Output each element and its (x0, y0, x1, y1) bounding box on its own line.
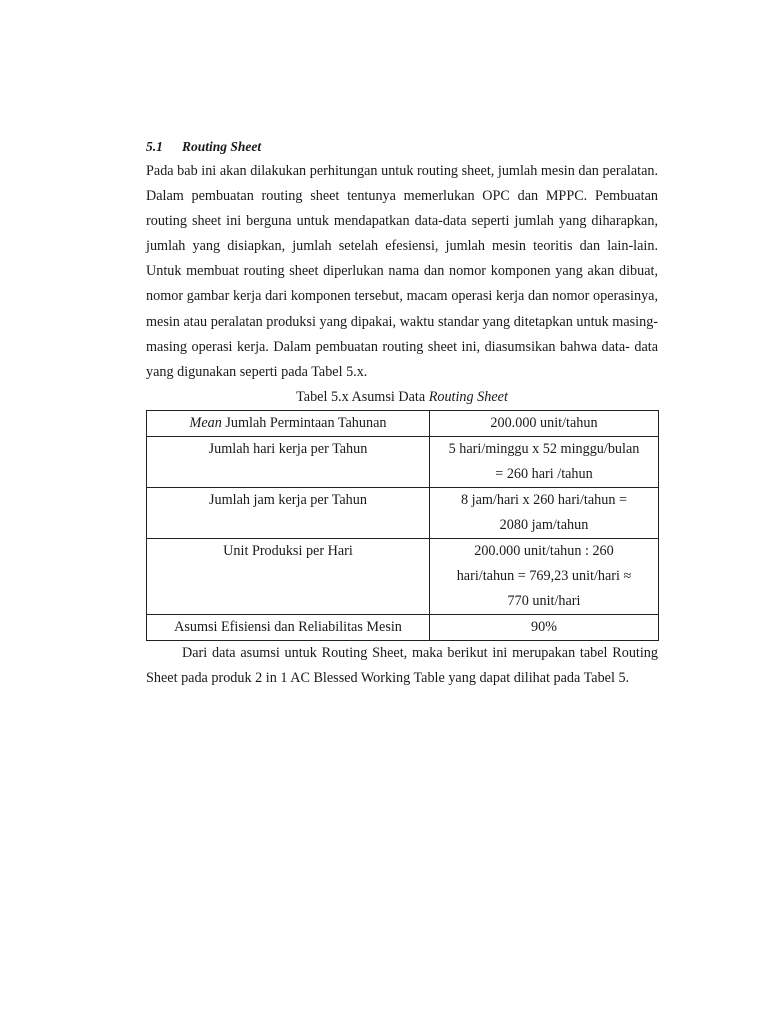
value-line: 200.000 unit/tahun : 260 (474, 542, 614, 559)
intro-line: komponen yang akan dibuat, nomor gambar kerja dari komponen tersebut, macam (146, 263, 659, 305)
closing-line: Dari data asumsi untuk Routing Sheet, maka berikut ini merupakan tabel (182, 644, 608, 661)
value-line: = 260 hari /tahun (495, 465, 593, 482)
table-row (147, 487, 659, 538)
table-caption-italic: Routing Sheet (428, 388, 508, 405)
table-cell-label (147, 614, 430, 640)
table-cell-label (147, 538, 430, 614)
intro-line: waktu standar yang ditetapkan untuk masing- masing operasi kerja. Dalam (146, 313, 659, 355)
table-row (147, 614, 659, 640)
assumptions-table (146, 410, 659, 641)
closing-line: pada Tabel 5. (553, 670, 630, 687)
value-line: 770 unit/hari (507, 592, 581, 609)
intro-line: pembuatan routing sheet ini, diasumsikan bahwa data- data yang digunakan (146, 338, 659, 380)
label-text: Unit Produksi per Hari (223, 542, 353, 559)
value-line: 8 jam/hari x 260 hari/tahun = (461, 491, 627, 508)
value-line: 5 hari/minggu x 52 minggu/bulan (448, 440, 640, 457)
section-number: 5.1 (146, 139, 163, 154)
intro-line: operasi kerja dan nomor operasinya, mesin atau peralatan produksi yang dipakai, (146, 288, 659, 330)
section-title: Routing Sheet (182, 139, 262, 154)
table-cell-value (430, 410, 659, 436)
closing-line: Routing Sheet pada produk 2 in 1 AC Blessed Working Table yang dapat dilihat (146, 644, 658, 687)
intro-line: Pembuatan routing sheet ini berguna untuk mendapatkan data-data seperti jumlah (146, 188, 659, 230)
value-line: 2080 jam/tahun (499, 516, 589, 533)
section-heading (146, 134, 658, 159)
table-caption-prefix: Tabel 5.x Asumsi Data (296, 388, 429, 405)
table-row (147, 410, 659, 436)
table-cell-value (430, 614, 659, 640)
table-cell-label (147, 436, 430, 487)
table-cell-value (430, 538, 659, 614)
table-caption (146, 385, 658, 410)
value-line: 200.000 unit/tahun (490, 414, 598, 431)
table-cell-label (147, 487, 430, 538)
table-cell-value (430, 487, 659, 538)
label-text: Jumlah jam kerja per Tahun (209, 491, 367, 508)
intro-line: teoritis dan lain-lain. Untuk membuat routing sheet diperlukan nama dan nomor (146, 238, 659, 280)
intro-line: Pada bab ini akan dilakukan perhitungan untuk routing sheet, jumlah mesin dan (146, 163, 599, 179)
value-line: hari/tahun = 769,23 unit/hari ≈ (456, 567, 632, 584)
label-text: Jumlah Permintaan Tahunan (221, 414, 387, 431)
intro-line: peralatan. Dalam pembuatan routing sheet tentunya memerlukan OPC dan MPPC. (146, 163, 659, 205)
closing-paragraph (146, 641, 658, 692)
label-text: Asumsi Efisiensi dan Reliabilitas Mesin (174, 618, 402, 635)
value-line: 90% (530, 618, 557, 635)
table-cell-value (430, 436, 659, 487)
document-page (146, 134, 658, 692)
intro-line: yang diharapkan, jumlah yang disiapkan, jumlah setelah efesiensi, jumlah mesin (146, 213, 658, 255)
label-italic: Mean (189, 414, 222, 431)
intro-paragraph (146, 159, 658, 385)
label-text: Jumlah hari kerja per Tahun (208, 440, 368, 457)
table-row (147, 436, 659, 487)
table-cell-label (147, 410, 430, 436)
intro-line: seperti pada Tabel 5.x. (239, 363, 368, 380)
table-row (147, 538, 659, 614)
